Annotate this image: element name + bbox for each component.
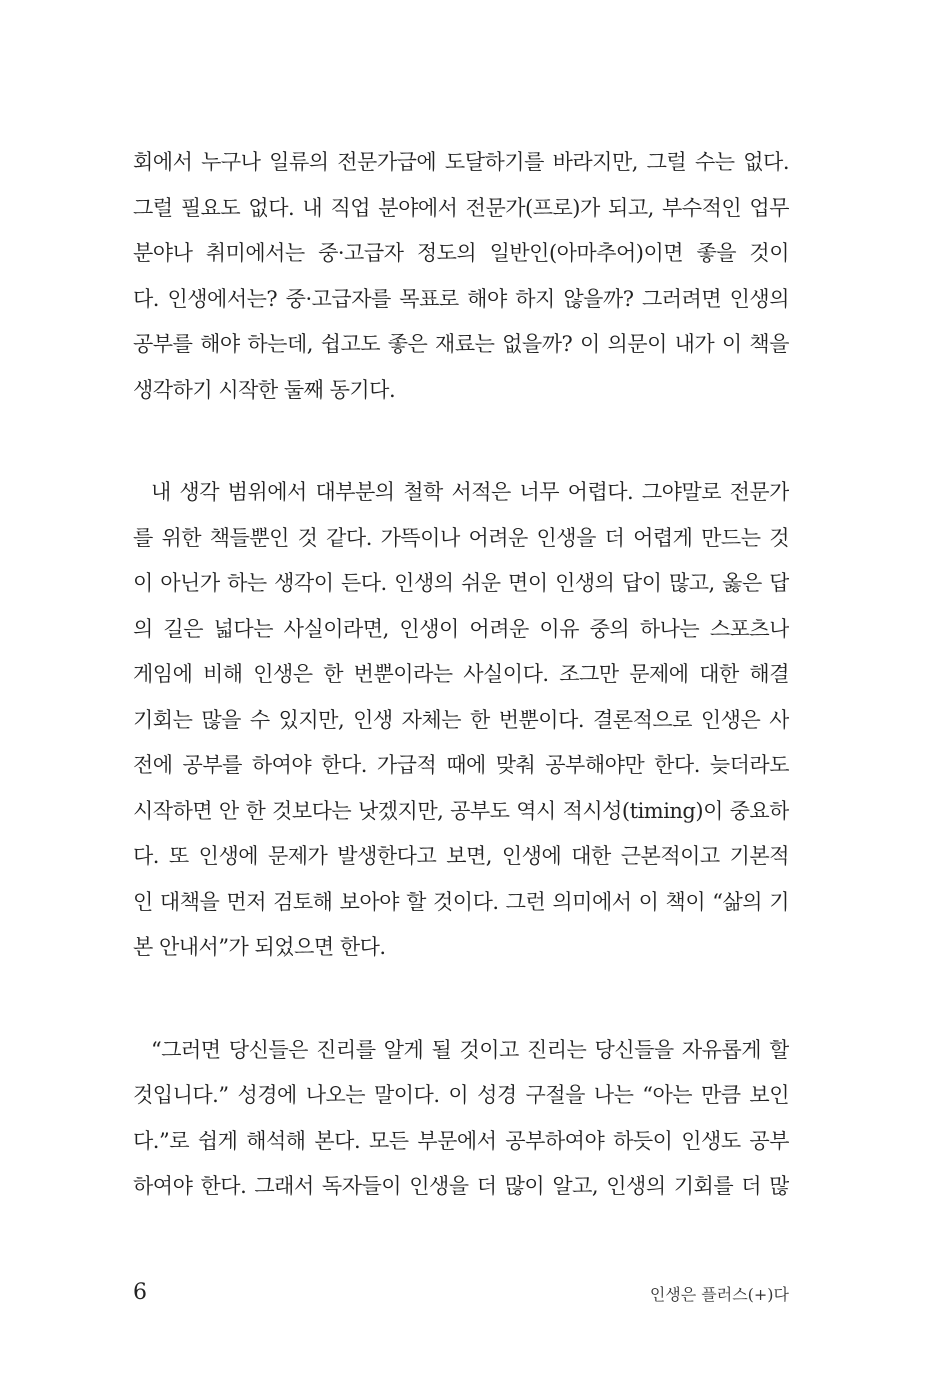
- text-line: 내 생각 범위에서 대부분의 철학 서적은 너무 어렵다. 그야말로 전문가: [151, 480, 789, 504]
- text-line: 공부를 해야 하는데, 쉽고도 좋은 재료는 없을까? 이 의문이 내가 이 책을: [133, 332, 789, 356]
- text-line: 다. 인생에서는? 중·고급자를 목표로 해야 하지 않을까? 그러려면 인생의: [133, 286, 789, 311]
- body-text: [133, 140, 789, 1210]
- paragraph-2: [133, 470, 789, 971]
- text-line: 본 안내서”가 되었으면 한다.: [133, 935, 386, 959]
- text-line: 인 대책을 먼저 검토해 보아야 할 것이다. 그런 의미에서 이 책이 “삶의 기: [133, 889, 789, 914]
- paragraph-gap: [133, 413, 789, 470]
- paragraph-3: [133, 1028, 789, 1210]
- text-line: 생각하기 시작한 둘째 동기다.: [133, 377, 396, 402]
- text-line: 이 아닌가 하는 생각이 든다. 인생의 쉬운 면이 인생의 답이 많고, 옳은 답: [133, 571, 789, 595]
- page-footer: [133, 1280, 789, 1306]
- text-line: 다.”로 쉽게 해석해 본다. 모든 부문에서 공부하여야 하듯이 인생도 공부: [133, 1128, 789, 1153]
- page-number: 6: [133, 1280, 147, 1305]
- text-line: 다. 또 인생에 문제가 발생한다고 보면, 인생에 대한 근본적이고 기본적: [133, 844, 789, 868]
- text-line: 전에 공부를 하여야 한다. 가급적 때에 맞춰 공부해야만 한다. 늦더라도: [133, 753, 789, 777]
- text-line: 기회는 많을 수 있지만, 인생 자체는 한 번뿐이다. 결론적으로 인생은 사: [133, 707, 789, 732]
- paragraph-1: [133, 140, 789, 413]
- text-line: 하여야 한다. 그래서 독자들이 인생을 더 많이 알고, 인생의 기회를 더 많: [133, 1174, 789, 1198]
- text-line: 회에서 누구나 일류의 전문가급에 도달하기를 바라지만, 그럴 수는 없다.: [133, 150, 789, 174]
- text-line: 그럴 필요도 없다. 내 직업 분야에서 전문가(프로)가 되고, 부수적인 업무: [133, 195, 789, 220]
- paragraph-gap: [133, 971, 789, 1028]
- text-line: 를 위한 책들뿐인 것 같다. 가뜩이나 어려운 인생을 더 어렵게 만드는 것: [133, 525, 789, 550]
- text-line: 분야나 취미에서는 중·고급자 정도의 일반인(아마추어)이면 좋을 것이: [133, 241, 789, 265]
- text-line: 것입니다.” 성경에 나오는 말이다. 이 성경 구절을 나는 “아는 만큼 보인: [133, 1083, 789, 1107]
- text-line: 의 길은 넓다는 사실이라면, 인생이 어려운 이유 중의 하나는 스포츠나: [133, 616, 789, 641]
- text-line: 시작하면 안 한 것보다는 낫겠지만, 공부도 역시 적시성(timing)이 중요하: [133, 798, 789, 823]
- text-line: “그러면 당신들은 진리를 알게 될 것이고 진리는 당신들을 자유롭게 할: [151, 1037, 789, 1062]
- text-line: 게임에 비해 인생은 한 번뿐이라는 사실이다. 조그만 문제에 대한 해결: [133, 662, 789, 686]
- running-title: 인생은 플러스(+)다: [649, 1285, 789, 1304]
